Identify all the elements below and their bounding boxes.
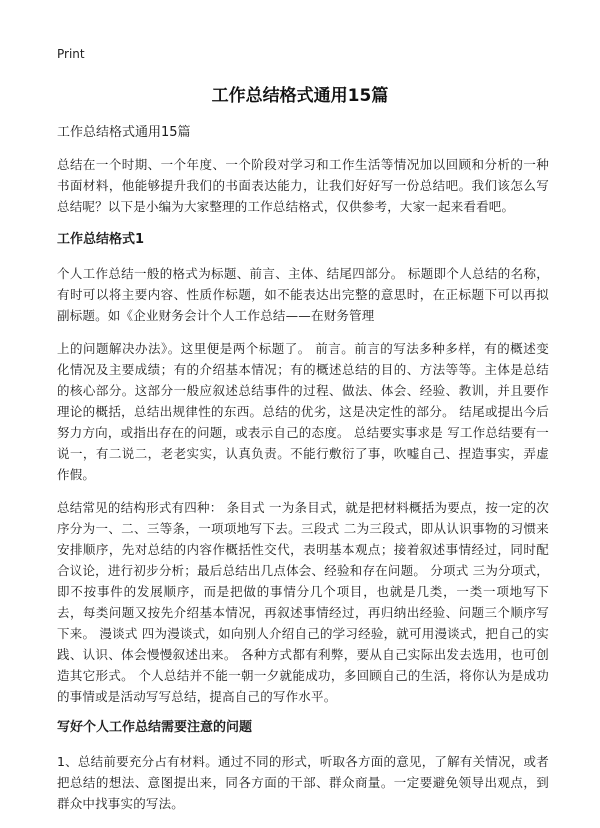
intro-paragraph: 总结在一个时期、一个年度、一个阶段对学习和工作生活等情况加以回顾和分析的一种书面材料，他能够提升我们的书面表达能力，让我们好好写一份总结吧。我们该怎么写总结呢？以下是小编为大家整理的工作总结格式，仅供参考，大家一起来看看吧。 (57, 157, 549, 214)
section-1-paragraph-1: 个人工作总结一般的格式为标题、前言、主体、结尾四部分。 标题即个人总结的名称，有时可以将主要内容、性质作标题，如不能表达出完整的意思时，在正标题下可以再拟副标题。如《企业财务会计个人工作总结——在财务管理 (57, 266, 549, 323)
document-title: 工作总结格式通用15篇 (211, 86, 389, 106)
section-heading-notes: 写好个人工作总结需要注意的问题 (57, 720, 253, 735)
section-1-paragraph-3: 总结常见的结构形式有四种： 条目式 一为条目式，就是把材料概括为要点，按一定的次序分为一、二、三等条，一项项地写下去。三段式 二为三段式，即从认识事物的习惯来安排顺序，先对总结的内容作概括性交代，表明基本观点；接着叙述事情经过，同时配合议论，进行初步分析；最后总结出几点体会、经验和存在问题。 分项式 三为分项式，即不按事件的发展顺序，而是把做的事情分几个项目，也就是几类，一类一项地写下去，每类问题又按先介绍基本情况，再叙述事情经过，再归纳出经验、问题三个顺序写下来。 漫谈式 四为漫谈式，如向别人介绍自己的学习经验，就可用漫谈式，把自己的实践、认识、体会慢慢叙述出来。 各种方式都有利弊，要从自己实际出发去选用，也可创造其它形式。 个人总结并不能一朝一夕就能成功，多回顾自己的生活，将你认为是成功的事情或是活动写写总结，提高自己的写作水平。 (57, 500, 549, 704)
document-body (57, 124, 549, 826)
section-heading-format-1: 工作总结格式1 (57, 232, 145, 247)
document-subtitle: 工作总结格式通用15篇 (57, 125, 191, 140)
section-1-paragraph-2: 上的问题解决办法》。这里便是两个标题了。 前言。前言的写法多种多样，有的概述变化情况及主要成绩；有的介绍基本情况；有的概述总结的目的、方法等等。主体是总结的核心部分。这部分一般应叙述总结事件的过程、做法、体会、经验、教训，并且要作理论的概括，总结出规律性的东西。总结的优劣，这是决定性的部分。 结尾或提出今后努力方向，或指出存在的问题，或表示自己的态度。 总结要实事求是 写工作总结要有一说一，有二说二，老老实实，认真负责。不能行敷衍了事，吹嘘自己、捏造事实，弄虚作假。 (57, 341, 549, 482)
section-2-paragraph-1: 1、总结前要充分占有材料。通过不同的形式，听取各方面的意见，了解有关情况，或者把总结的想法、意图提出来，同各方面的干部、群众商量。一定要避免领导出观点，到群众中找事实的写法。 (57, 754, 549, 811)
print-link[interactable]: Print (57, 47, 85, 61)
